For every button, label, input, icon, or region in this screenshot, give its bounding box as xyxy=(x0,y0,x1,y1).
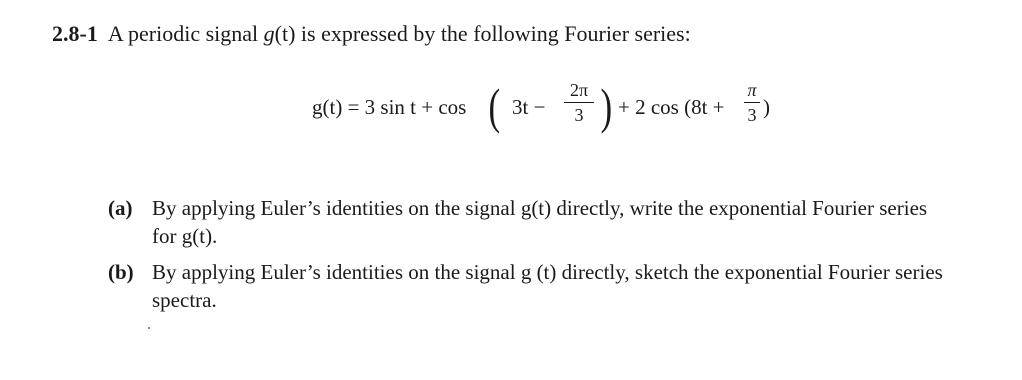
intro-function-name: g xyxy=(263,21,275,46)
problem-statement xyxy=(52,20,691,48)
fraction-1-numerator: 2π xyxy=(569,80,589,100)
intro-text-start: A periodic signal xyxy=(107,21,264,46)
equation-fraction-2 xyxy=(744,80,760,125)
part-a-text-line1: By applying Euler’s identities on the signal g(t) directly, write the exponential Fourier series xyxy=(152,196,928,220)
problem-number: 2.8-1 xyxy=(52,21,98,46)
fraction-2-bar xyxy=(744,102,760,103)
part-a xyxy=(108,194,998,250)
equation-paren-open: ( xyxy=(488,78,501,134)
equation-second-term-close: ) xyxy=(763,95,770,119)
stray-mark xyxy=(148,327,150,329)
part-b xyxy=(108,258,998,314)
fraction-1-denominator: 3 xyxy=(574,105,584,125)
part-a-first-line xyxy=(108,194,998,222)
part-b-first-line xyxy=(108,258,998,286)
intro-text-end: is expressed by the following Fourier series: xyxy=(295,21,691,46)
equation-paren-close: ) xyxy=(600,78,613,134)
intro-function-arg: (t) xyxy=(274,21,296,46)
equation-second-term: + 2 cos (8t + xyxy=(618,95,725,119)
part-a-label: (a) xyxy=(108,196,133,220)
fraction-1-bar xyxy=(564,102,594,103)
fraction-2-numerator: π xyxy=(747,80,757,100)
fraction-2-denominator: 3 xyxy=(747,105,757,125)
part-b-label: (b) xyxy=(108,260,134,284)
equation-inner-term: 3t − xyxy=(512,95,546,119)
part-a-text-line2: for g(t). xyxy=(152,224,218,248)
equation-fraction-1 xyxy=(564,80,594,125)
equation-lhs: g(t) = 3 sin t + cos xyxy=(312,95,467,119)
part-b-text-line1: By applying Euler’s identities on the signal g (t) directly, sketch the exponential Fourier series xyxy=(152,260,943,284)
part-b-text-line2: spectra. xyxy=(152,288,217,312)
